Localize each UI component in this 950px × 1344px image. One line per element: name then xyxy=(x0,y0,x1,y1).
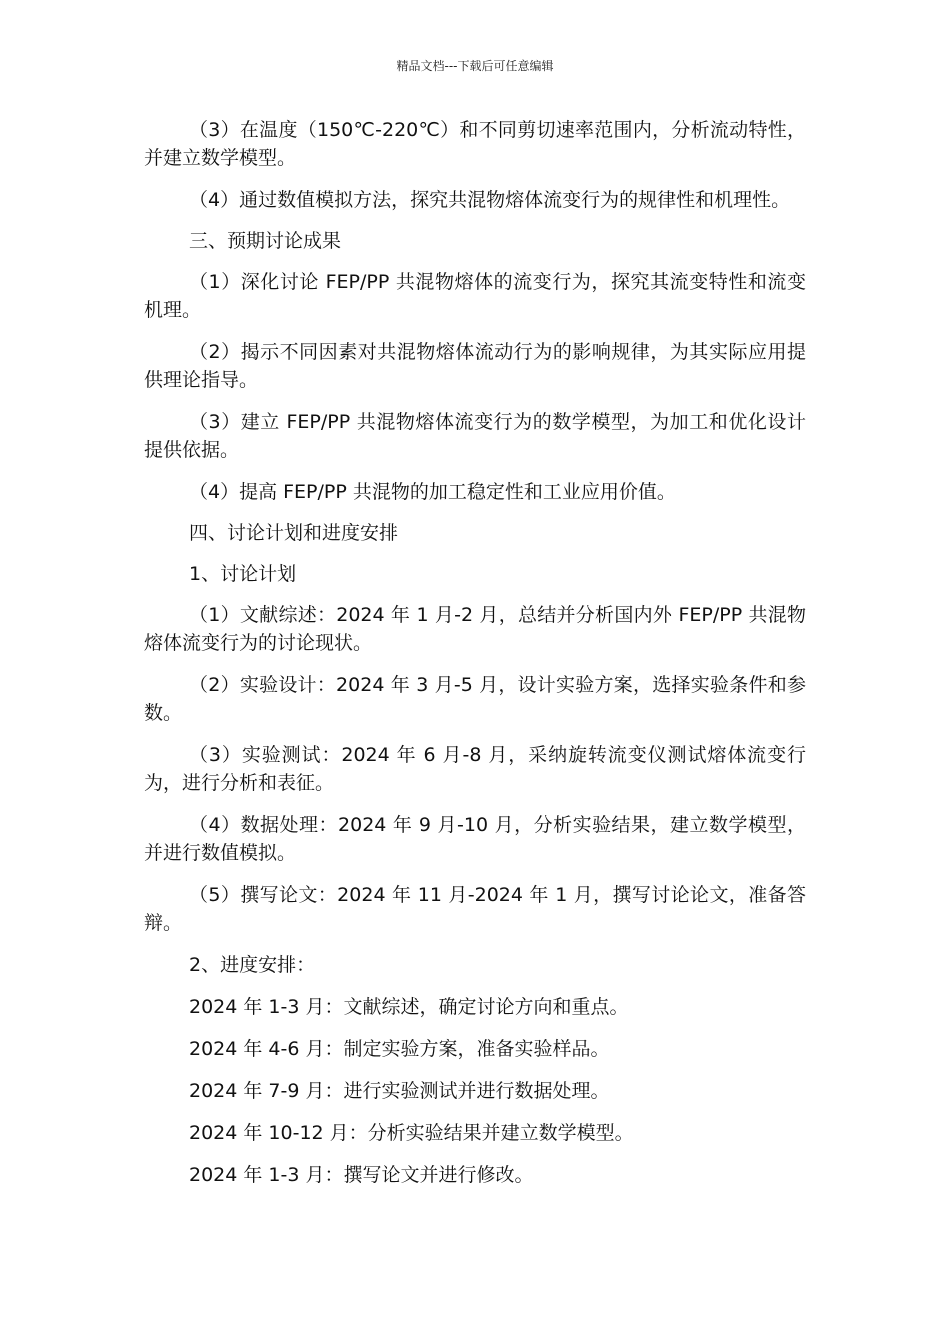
paragraph-result-2: （2）揭示不同因素对共混物熔体流动行为的影响规律，为其实际应用提供理论指导。 xyxy=(144,341,806,391)
schedule-item: 2024 年 1-3 月：撰写论文并进行修改。 xyxy=(189,1164,534,1186)
subheading-plan: 1、讨论计划 xyxy=(189,563,297,585)
section-heading-expected-results: 三、预期讨论成果 xyxy=(189,230,342,252)
section-heading-plan-schedule: 四、讨论计划和进度安排 xyxy=(189,522,399,544)
schedule-item: 2024 年 1-3 月：文献综述，确定讨论方向和重点。 xyxy=(189,996,629,1018)
paragraph-result-3: （3）建立 FEP/PP 共混物熔体流变行为的数学模型，为加工和优化设计提供依据。 xyxy=(144,411,806,461)
subheading-schedule: 2、进度安排： xyxy=(189,954,316,976)
paragraph-result-1: （1）深化讨论 FEP/PP 共混物熔体的流变行为，探究其流变特性和流变机理。 xyxy=(144,271,806,321)
schedule-item: 2024 年 4-6 月：制定实验方案，准备实验样品。 xyxy=(189,1038,610,1060)
document-body xyxy=(144,116,806,1189)
page-header: 精品文档---下载后可任意编辑 xyxy=(396,59,554,73)
paragraph-plan-3: （3）实验测试：2024 年 6 月-8 月，采纳旋转流变仪测试熔体流变行为，进行分析和表征。 xyxy=(144,744,806,794)
paragraph-plan-1: （1）文献综述：2024 年 1 月-2 月，总结并分析国内外 FEP/PP 共混物熔体流变行为的讨论现状。 xyxy=(144,604,806,654)
paragraph-result-4: （4）提高 FEP/PP 共混物的加工稳定性和工业应用价值。 xyxy=(189,481,676,503)
schedule-item: 2024 年 10-12 月：分析实验结果并建立数学模型。 xyxy=(189,1122,634,1144)
paragraph-plan-5: （5）撰写论文：2024 年 11 月-2024 年 1 月，撰写讨论论文，准备答辩。 xyxy=(144,884,806,934)
paragraph-goal-4: （4）通过数值模拟方法，探究共混物熔体流变行为的规律性和机理性。 xyxy=(189,189,791,211)
paragraph-plan-4: （4）数据处理：2024 年 9 月-10 月，分析实验结果，建立数学模型，并进行数值模拟。 xyxy=(144,814,806,864)
schedule-item: 2024 年 7-9 月：进行实验测试并进行数据处理。 xyxy=(189,1080,610,1102)
paragraph-plan-2: （2）实验设计：2024 年 3 月-5 月，设计实验方案，选择实验条件和参数。 xyxy=(144,674,806,724)
paragraph-goal-3: （3）在温度（150℃-220℃）和不同剪切速率范围内，分析流动特性，并建立数学模型。 xyxy=(144,119,806,169)
